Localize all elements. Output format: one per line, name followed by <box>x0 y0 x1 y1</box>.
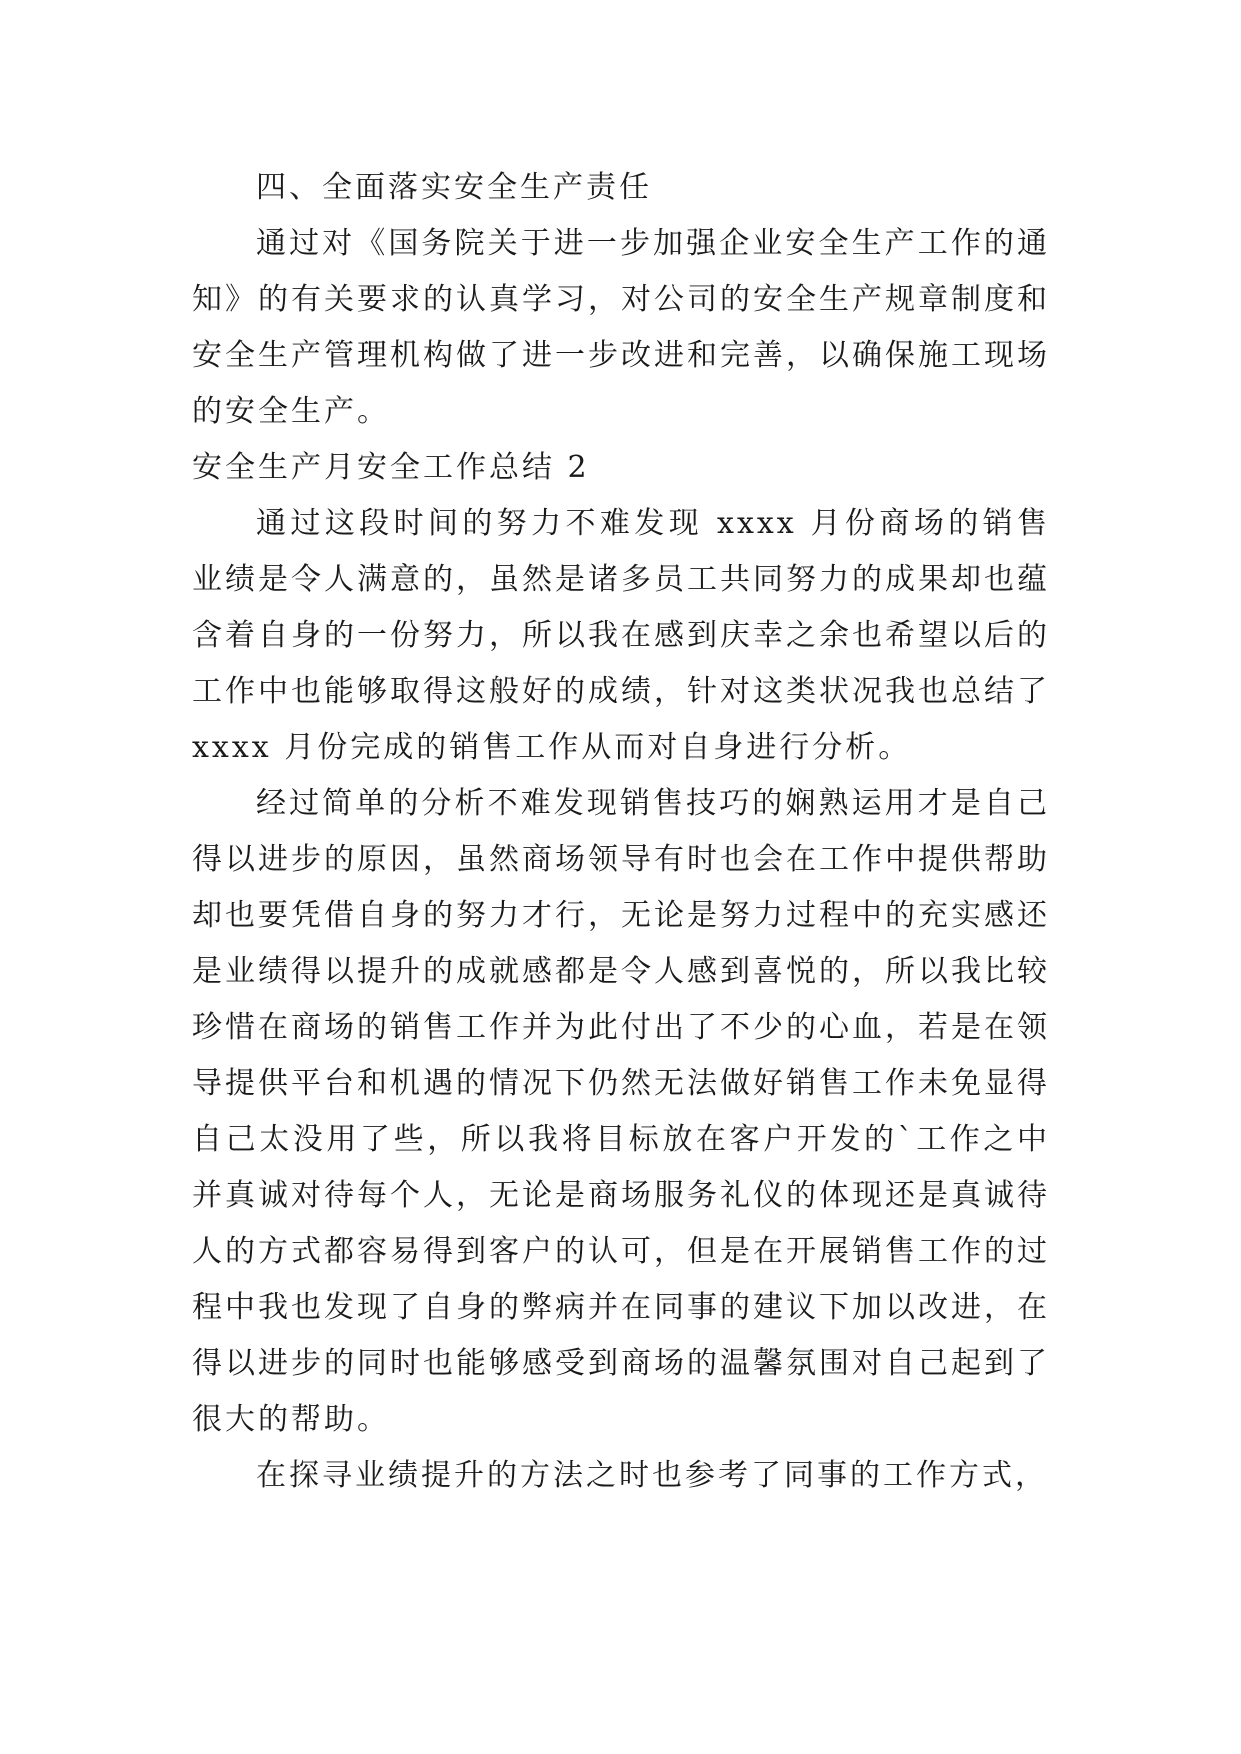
paragraph: 通过对《国务院关于进一步加强企业安全生产工作的通知》的有关要求的认真学习，对公司的安全生产规章制度和安全生产管理机构做了进一步改进和完善，以确保施工现场的安全生产。 <box>192 226 1050 429</box>
paragraph: 通过这段时间的努力不难发现 xxxx 月份商场的销售业绩是令人满意的，虽然是诸多员工共同努力的成果却也蕴含着自身的一份努力，所以我在感到庆幸之余也希望以后的工作中也能够取得这般好的成绩，针对这类状况我也总结了 xxxx 月份完成的销售工作从而对自身进行分析。 <box>192 506 1050 765</box>
paragraph: 经过简单的分析不难发现销售技巧的娴熟运用才是自己得以进步的原因，虽然商场领导有时也会在工作中提供帮助却也要凭借自身的努力才行，无论是努力过程中的充实感还是业绩得以提升的成就感都是令人感到喜悦的，所以我比较珍惜在商场的销售工作并为此付出了不少的心血，若是在领导提供平台和机遇的情况下仍然无法做好销售工作未免显得自己太没用了些，所以我将目标放在客户开发的`工作之中并真诚对待每个人，无论是商场服务礼仪的体现还是真诚待人的方式都容易得到客户的认可，但是在开展销售工作的过程中我也发现了自身的弊病并在同事的建议下加以改进，在得以进步的同时也能够感受到商场的温馨氛围对自己起到了很大的帮助。 <box>192 786 1050 1437</box>
document-body <box>192 160 1050 1504</box>
section-title: 安全生产月安全工作总结 2 <box>192 450 590 485</box>
paragraph: 在探寻业绩提升的方法之时也参考了同事的工作方式， <box>256 1458 1048 1493</box>
section-heading: 四、全面落实安全生产责任 <box>256 170 652 205</box>
